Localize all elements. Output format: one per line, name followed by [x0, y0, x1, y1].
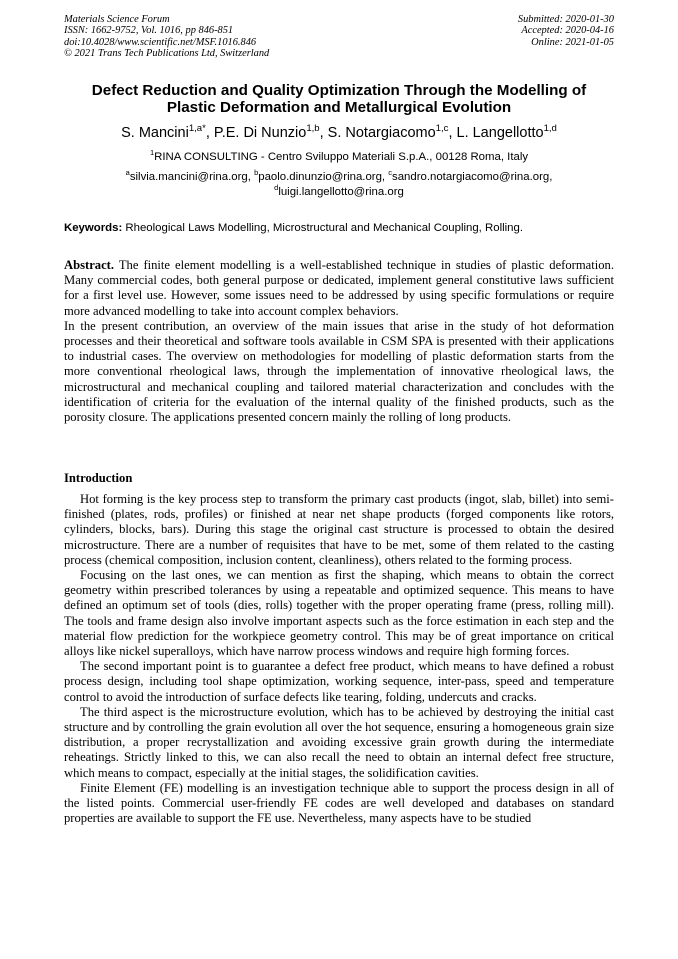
abstract-label: Abstract.: [64, 258, 115, 272]
email-superscript: d: [274, 182, 279, 192]
abstract-text: The finite element modelling is a well-established technique in studies of plastic deformation. Many commercial codes, both general purpose or dedicated, implement general constitutive laws sufficient for a first level use. However, some issues need to be addressed by using specific formulations or require more advanced modelling to take into account complex behaviors.: [64, 258, 614, 318]
introduction-body: [64, 492, 614, 826]
email-superscript: a: [125, 168, 130, 178]
date-submitted: Submitted: 2020-01-30: [517, 14, 614, 25]
keywords-text: Rheological Laws Modelling, Microstructural and Mechanical Coupling, Rolling.: [122, 222, 524, 234]
dates-header: [518, 14, 614, 48]
abstract-paragraph: In the present contribution, an overview of the main issues that arise in the study of hot deformation processes and their theoretical and software tools available in CSM SPA is presented with their applications to industrial cases. The overview on methodologies for modelling of plastic deformation starts from the more conventional rheological laws, through the implementation of innovative rheological laws, the microstructural and mechanical coupling and tailored material characterization and concludes with the identification of criteria for the evaluation of the internal quality of the finished products, such as the porosity closure. The applications presented concern mainly the rolling of long products.: [64, 318, 614, 425]
journal-issn: ISSN: 1662-9752, Vol. 1016, pp 846-851: [64, 25, 234, 37]
journal-name: Materials Science Forum: [64, 14, 170, 25]
section-heading-introduction: Introduction: [64, 471, 133, 485]
email-link[interactable]: paolo.dinunzio@rina.org,: [258, 171, 389, 183]
author-list: [30, 124, 648, 142]
affiliation-text: RINA CONSULTING - Centro Sviluppo Materiali S.p.A., 00128 Roma, Italy: [154, 151, 529, 163]
body-paragraph: Focusing on the last ones, we can mention as first the shaping, which means to obtain the correct geometry within prescribed tolerances by using a repeatable and optimized sequence. This means to have defined an optimum set of tools (dies, rolls) together with the proper operating frame (press, rolling mill). The tools and frame design also involve important aspects such as the force estimation in each step and the material flow prediction for the workpiece geometry control. This may be of great importance on critical alloys like nickel superalloys, which have narrow process windows and require high forming forces.: [64, 568, 614, 659]
body-paragraph: Finite Element (FE) modelling is an investigation technique able to support the process design in all of the listed points. Commercial user-friendly FE codes are well developed and databases on standard properties are available to support the FE use. Nevertheless, many aspects have to be studied: [64, 780, 614, 826]
author-name: S. Notargiacomo: [327, 125, 436, 141]
journal-header: [64, 14, 269, 60]
author-superscript: 1,c: [435, 123, 449, 135]
author-emails: [30, 170, 648, 199]
author-name: P.E. Di Nunzio: [213, 125, 307, 141]
author-superscript: 1,a*: [188, 123, 206, 135]
author-superscript: 1,d: [543, 123, 557, 135]
body-paragraph: Hot forming is the key process step to transform the primary cast products (ingot, slab, billet) into semi-finished (plates, rods, profiles) or finished at near net shape products (forged components like rotors, cylinders, blocks, bars). During this stage the original cast structure is processed to obtain the desired microstructure. There are a number of requisites that have to be met, some of them related to the casting process (chemical composition, inclusion content, cleanliness), others related to the forming process.: [64, 492, 614, 567]
date-online: Online: 2021-01-05: [531, 36, 614, 48]
title-line-2: Plastic Deformation and Metallurgical Evolution: [166, 99, 512, 116]
author-separator: ,: [205, 125, 214, 141]
keywords: [64, 221, 624, 235]
keywords-label: Keywords:: [64, 222, 123, 234]
abstract-paragraph: [64, 258, 614, 319]
date-accepted: Accepted: 2020-04-16: [521, 25, 614, 37]
author-separator: ,: [448, 125, 457, 141]
abstract: [64, 258, 614, 425]
email-link[interactable]: sandro.notargiacomo@rina.org,: [392, 171, 553, 183]
email-superscript: b: [254, 168, 259, 178]
author-superscript: 1,b: [306, 123, 320, 135]
journal-copyright: © 2021 Trans Tech Publications Ltd, Switzerland: [64, 48, 270, 60]
paper-title: [40, 82, 638, 116]
author-name: S. Mancini: [121, 125, 189, 141]
journal-doi: doi:10.4028/www.scientific.net/MSF.1016.846: [64, 36, 257, 48]
affiliation: [30, 150, 648, 164]
email-link[interactable]: silvia.mancini@rina.org,: [129, 171, 255, 183]
author-separator: ,: [319, 125, 328, 141]
title-line-1: Defect Reduction and Quality Optimization Through the Modelling of: [91, 82, 587, 99]
body-paragraph: The third aspect is the microstructure evolution, which has to be achieved by destroying the initial cast structure and by controlling the grain evolution all over the hot sequence, ensuring a homogeneous grain size distribution, a proper recrystallization and avoiding excessive grain growth during the intermediate reheatings. Strictly linked to this, we can also recall the need to obtain an internal defect free structure, which means to compact, especially at the initial stages, the solidification cavities.: [64, 704, 614, 780]
body-paragraph: The second important point is to guarantee a defect free product, which means to have defined a robust process design, including tool shape optimization, working sequence, inter-pass, speed and temperature control to avoid the introduction of surface defects like tearing, folding, undercuts and cracks.: [64, 659, 614, 704]
email-link[interactable]: luigi.langellotto@rina.org: [278, 185, 404, 198]
email-line-2: [30, 182, 648, 200]
author-name: L. Langellotto: [456, 125, 544, 141]
affiliation-superscript: 1: [149, 148, 155, 158]
email-superscript: c: [388, 168, 392, 178]
email-line-1: [30, 170, 648, 185]
